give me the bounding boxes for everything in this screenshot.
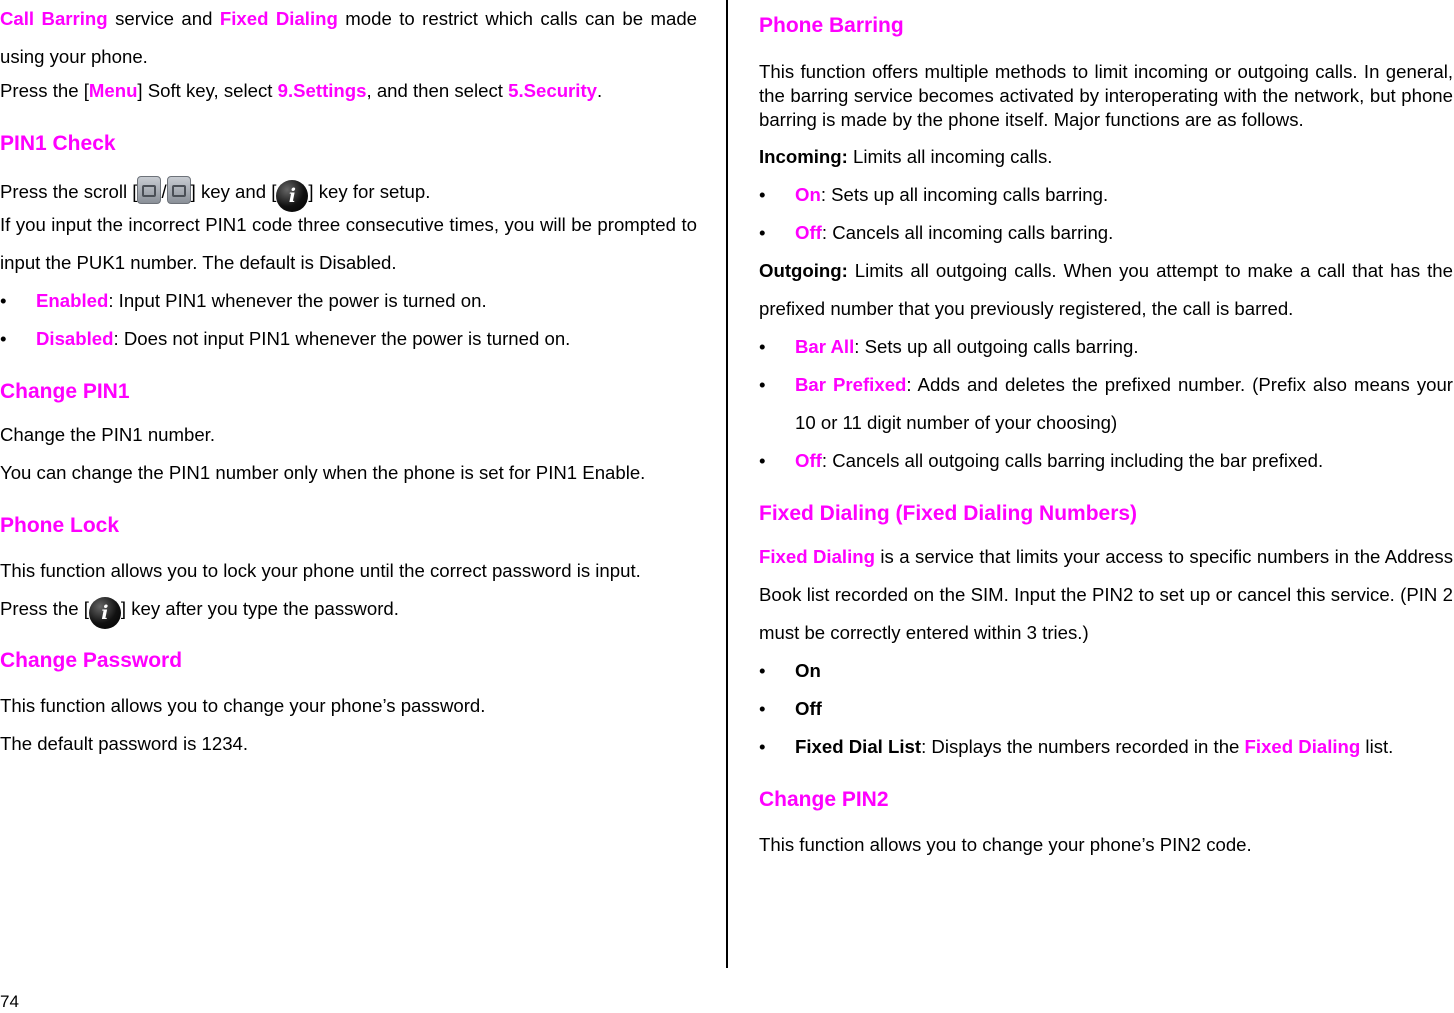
change-pin2-description: This function allows you to change your phone’s PIN2 code. — [759, 834, 1252, 855]
list-item: • Bar All: Sets up all outgoing calls barring. — [759, 328, 1453, 366]
phone-barring-heading: Phone Barring — [759, 14, 904, 37]
outgoing-label: Outgoing: — [759, 260, 848, 281]
list-item: • Bar Prefixed: Adds and deletes the prefixed number. (Prefix also means your 10 or 11 digit number of your choosing) — [759, 366, 1453, 442]
list-item — [759, 690, 1453, 728]
fixed-dialing-on: On — [795, 660, 821, 681]
intro-paragraph: Call Barring service and Fixed Dialing mode to restrict which calls can be made using your phone. — [0, 8, 697, 67]
list-item: • Enabled: Input PIN1 whenever the power is turned on. — [0, 282, 697, 320]
scroll-up-icon — [137, 176, 161, 204]
bullet-icon: • — [759, 336, 766, 357]
left-column — [0, 0, 697, 763]
phone-lock-description: This function allows you to lock your phone until the correct password is input. — [0, 560, 641, 581]
bullet-icon: • — [759, 222, 766, 243]
bullet-icon: • — [759, 184, 766, 205]
column-divider — [726, 0, 728, 968]
call-barring-term: Call Barring — [0, 8, 108, 29]
change-pin1-heading: Change PIN1 — [0, 380, 130, 403]
incoming-paragraph: Incoming: Limits all incoming calls. — [759, 146, 1053, 167]
bullet-icon: • — [759, 660, 766, 681]
list-item: • Off: Cancels all incoming calls barring. — [759, 214, 1453, 252]
fixed-dialing-intro: Fixed Dialing is a service that limits your access to specific numbers in the Address Book list recorded on the SIM. Input the PIN2 to set up or cancel this service. (PIN 2 must be correctly entered within 3 tries.) — [759, 546, 1453, 643]
ok-key-icon: i — [276, 180, 308, 212]
bullet-icon: • — [759, 736, 766, 757]
list-item: • On: Sets up all incoming calls barring. — [759, 176, 1453, 214]
list-item — [759, 652, 1453, 690]
phone-lock-heading: Phone Lock — [0, 514, 120, 537]
list-item: • Fixed Dial List: Displays the numbers recorded in the Fixed Dialing list. — [759, 728, 1453, 766]
phone-barring-intro: This function offers multiple methods to limit incoming or outgoing calls. In general, the barring service becomes activated by interoperating with the network, but phone barring is made by the phone itself. Major functions are as follows. — [759, 61, 1453, 130]
security-menu-label: 5.Security — [508, 80, 597, 101]
change-password-heading: Change Password — [0, 649, 183, 672]
right-column — [759, 0, 1453, 864]
incoming-label: Incoming: — [759, 146, 848, 167]
fixed-dialing-off: Off — [795, 698, 822, 719]
pin1-setup-instructions: Press the scroll [ / ] key and [ i ] key for setup. — [0, 176, 697, 212]
pin1-check-description: If you input the incorrect PIN1 code three consecutive times, you will be prompted to input the PUK1 number. The default is Disabled. — [0, 214, 697, 273]
scroll-down-icon — [167, 176, 191, 204]
change-pin2-heading: Change PIN2 — [759, 788, 889, 811]
ok-key-icon: i — [89, 597, 121, 629]
bullet-icon: • — [759, 374, 766, 395]
bullet-icon: • — [0, 328, 7, 349]
settings-menu-label: 9.Settings — [277, 80, 367, 101]
fixed-dialing-term: Fixed Dialing — [219, 8, 338, 29]
bullet-icon: • — [759, 698, 766, 719]
phone-lock-instruction: Press the [ i ] key after you type the password. — [0, 590, 697, 629]
change-pin1-text: Change the PIN1 number. — [0, 424, 215, 445]
list-item: • Off: Cancels all outgoing calls barring including the bar prefixed. — [759, 442, 1453, 480]
change-pin1-note: You can change the PIN1 number only when the phone is set for PIN1 Enable. — [0, 462, 646, 483]
default-password-note: The default password is 1234. — [0, 733, 249, 754]
menu-path-paragraph: Press the [Menu] Soft key, select 9.Settings, and then select 5.Security. — [0, 80, 603, 101]
outgoing-paragraph: Outgoing: Limits all outgoing calls. When you attempt to make a call that has the prefixed number that you previously registered, the call is barred. — [759, 260, 1453, 319]
pin1-check-heading: PIN1 Check — [0, 132, 116, 155]
fixed-dial-list-term: Fixed Dial List — [795, 736, 922, 757]
page-number: 74 — [0, 992, 19, 1011]
menu-soft-key-label: Menu — [88, 80, 138, 101]
bullet-icon: • — [0, 290, 7, 311]
bullet-icon: • — [759, 450, 766, 471]
change-password-description: This function allows you to change your phone’s password. — [0, 695, 486, 716]
fixed-dialing-heading: Fixed Dialing (Fixed Dialing Numbers) — [759, 502, 1138, 525]
list-item: • Disabled: Does not input PIN1 whenever the power is turned on. — [0, 320, 697, 358]
